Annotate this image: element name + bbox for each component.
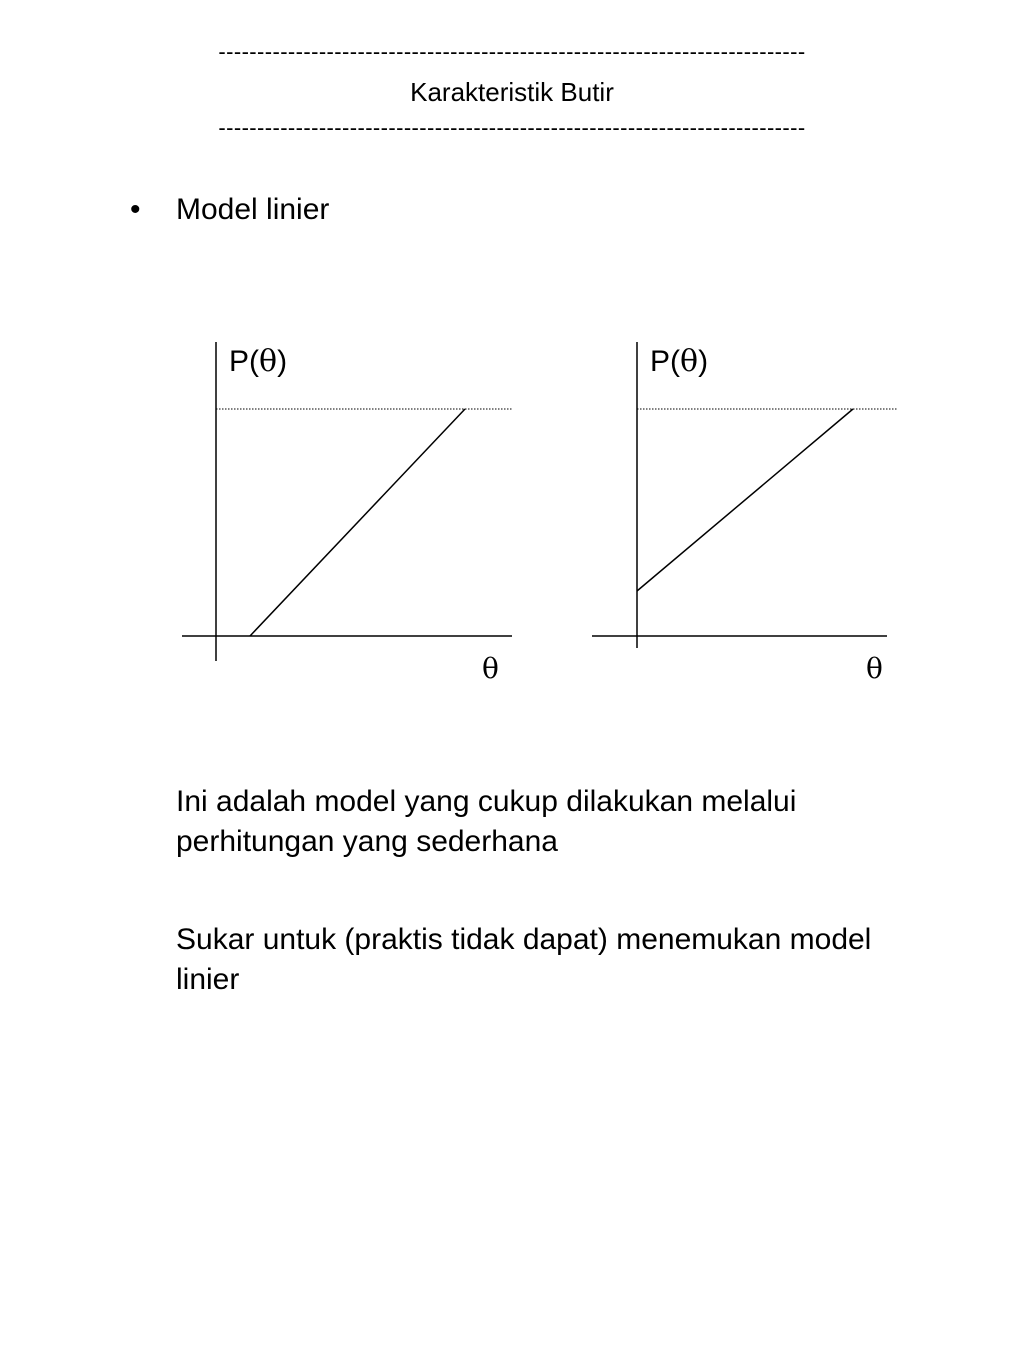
paragraph-hard-to-find: Sukar untuk (praktis tidak dapat) menemukan model linier [176, 923, 872, 996]
linear-curve [637, 409, 853, 591]
header-rule-bottom: ---------------------------------------------------------------------------- [218, 116, 806, 140]
graph-right [592, 342, 898, 685]
y-axis-label: P(θ) [650, 344, 709, 379]
graph-left [182, 342, 512, 685]
bullet-text: Model linier [176, 193, 330, 226]
bullet-symbol: • [130, 193, 141, 226]
linear-curve [250, 409, 465, 636]
header-rule-top: ---------------------------------------------------------------------------- [218, 40, 806, 64]
x-axis-label: θ [482, 652, 499, 685]
y-axis-label: P(θ) [229, 344, 288, 379]
paragraph-simple-computation: Ini adalah model yang cukup dilakukan melalui perhitungan yang sederhana [176, 785, 797, 858]
page-title: Karakteristik Butir [410, 77, 614, 107]
x-axis-label: θ [866, 652, 883, 685]
